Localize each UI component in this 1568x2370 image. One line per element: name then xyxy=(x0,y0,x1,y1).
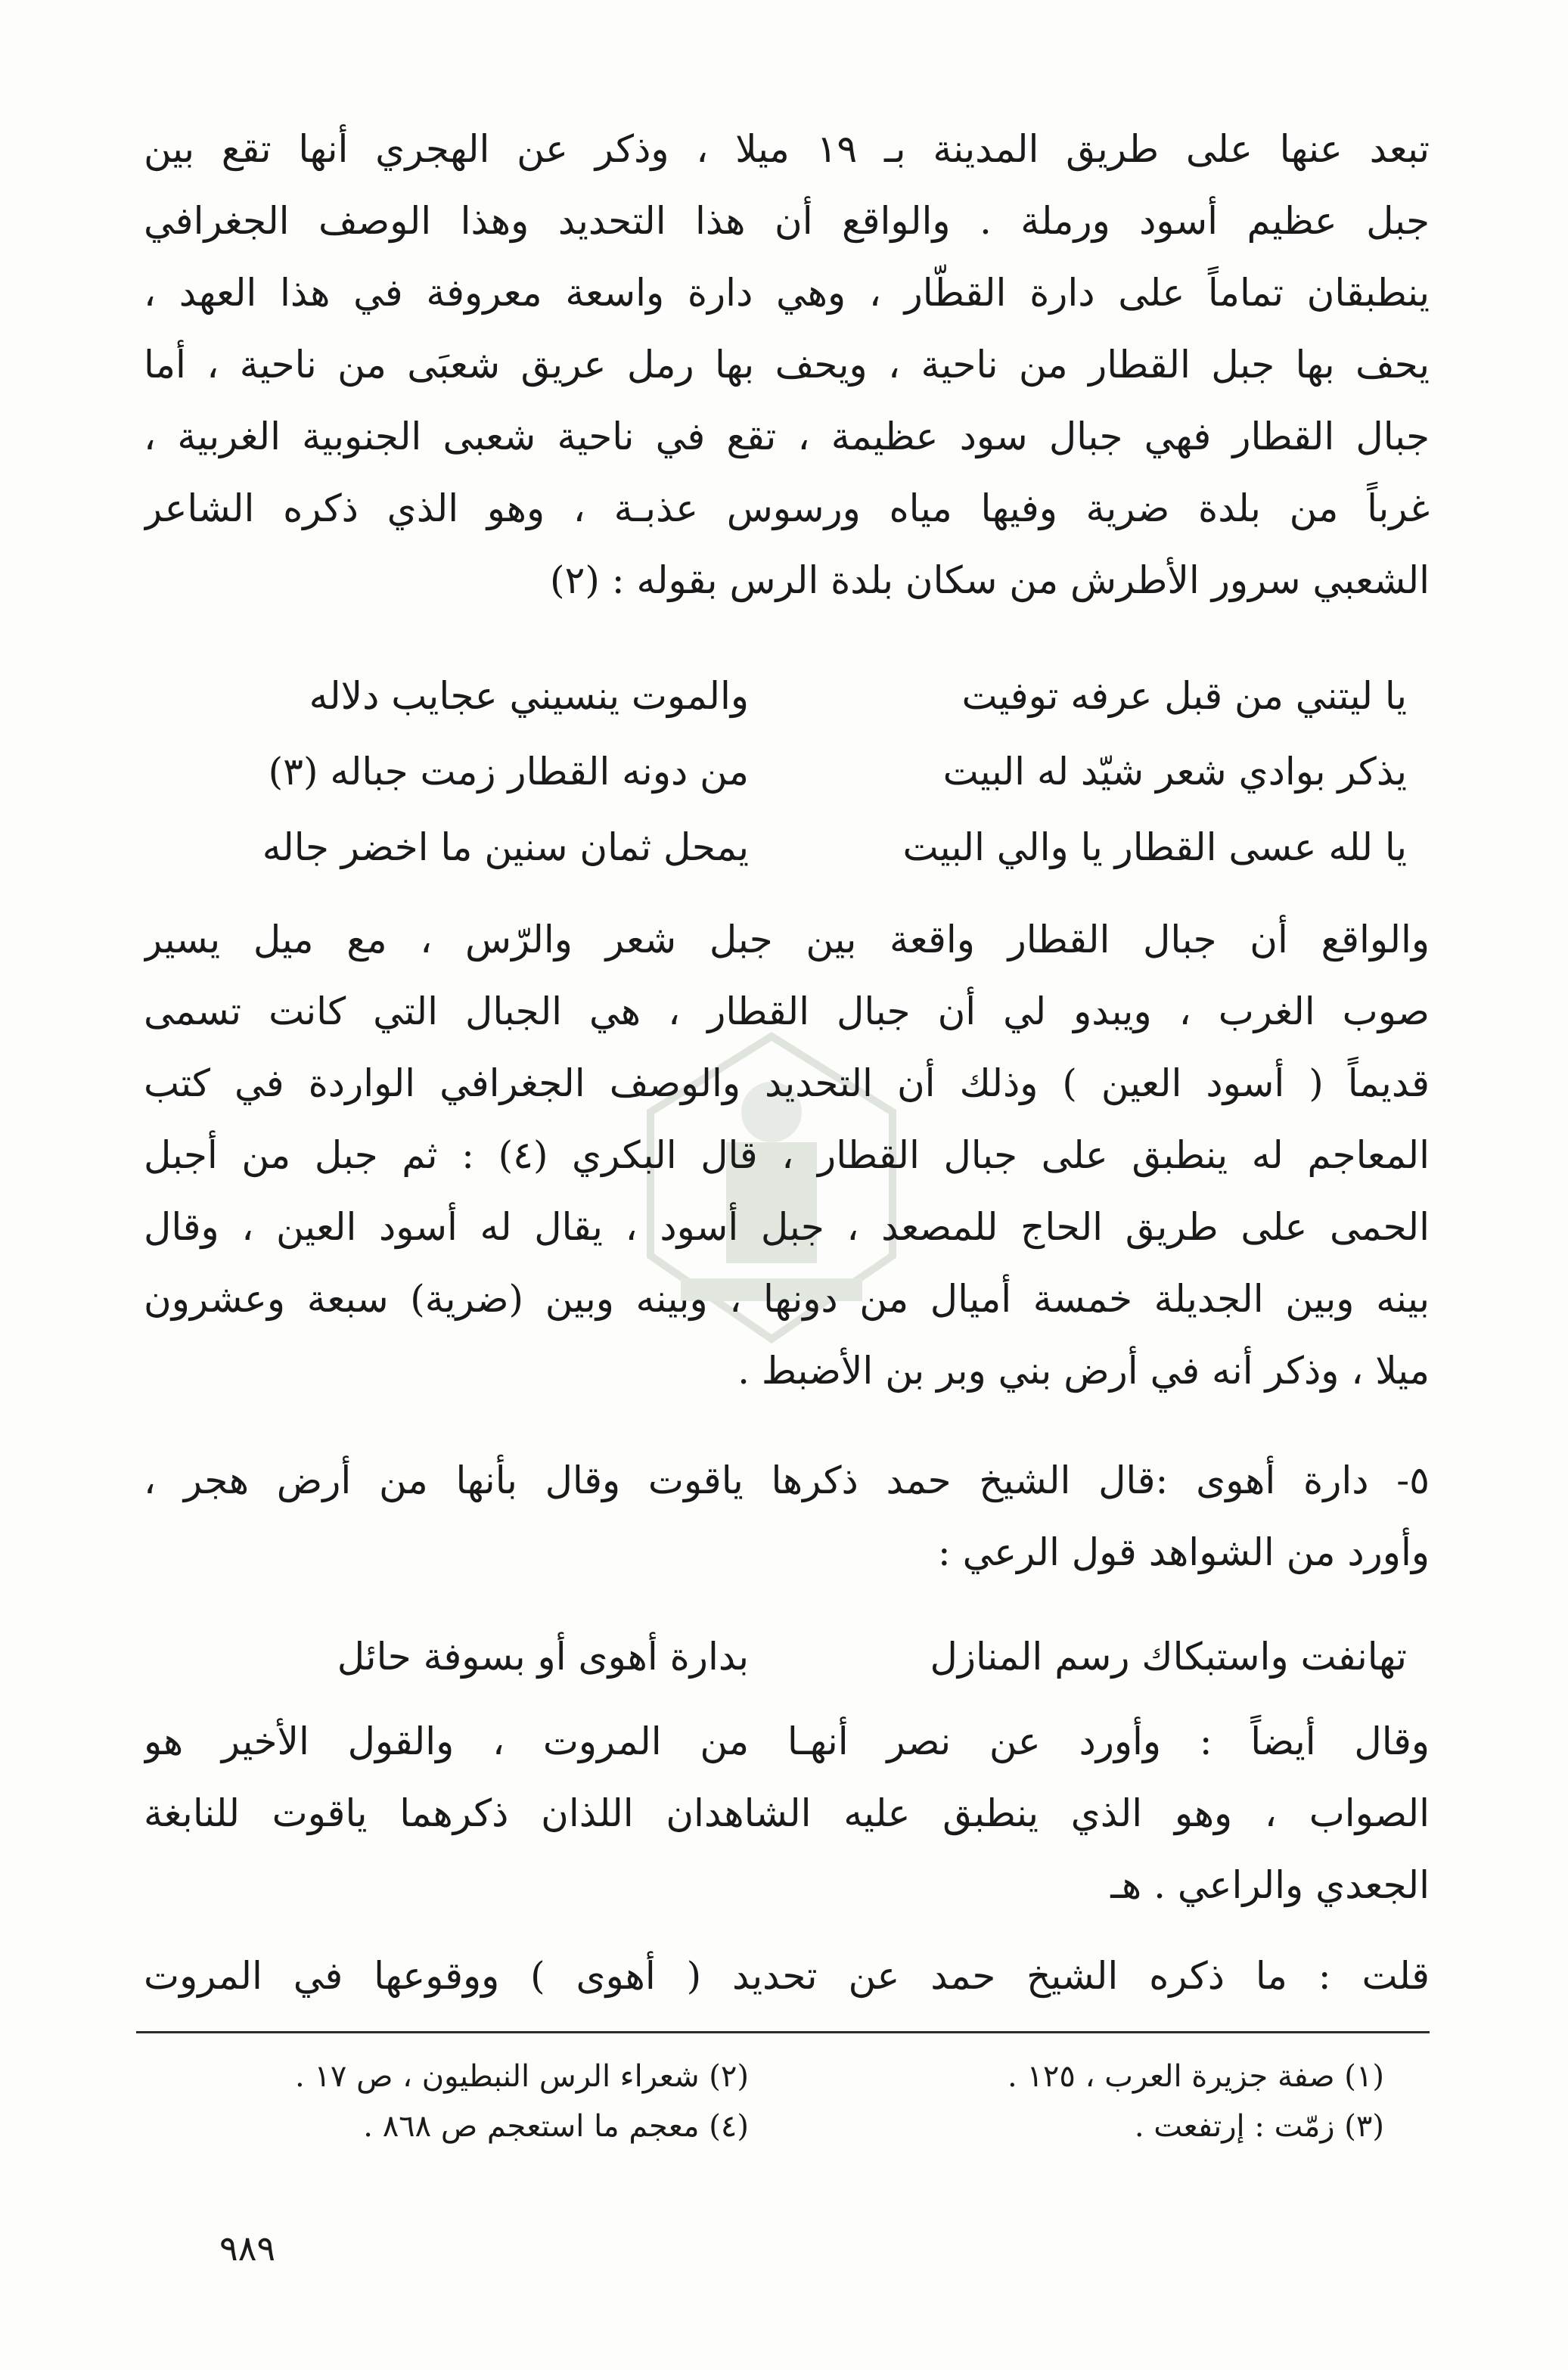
text-line: ٥- دارة أهوى :قال الشيخ حمد ذكرها ياقوت وقال بأنها من أرض هجر ، xyxy=(144,1458,1430,1502)
footnote-row xyxy=(189,2052,1384,2101)
paragraph-3 xyxy=(144,1445,1430,1589)
text-line: ينطبقان تماماً على دارة القطّار ، وهي دارة واسعة معروفة في هذا العهد ، xyxy=(144,271,1430,315)
paragraph-4 xyxy=(144,1706,1430,1921)
text-line: قلت : ما ذكره الشيخ حمد عن تحديد ( أهوى ) ووقوعها في المروت xyxy=(144,1954,1430,1998)
text-line: يحف بها جبل القطار من ناحية ، ويحف بها رمل عريق شعبَى من ناحية ، أما xyxy=(144,343,1430,387)
poem-block-2 xyxy=(174,1619,1407,1694)
text-line: الجعدي والراعي . هـ xyxy=(1110,1863,1430,1907)
footnote-2: (٢) شعراء الرس النبطيون ، ص ١٧ . xyxy=(294,2059,749,2094)
text-line: جبال القطار فهي جبال سود عظيمة ، تقع في ناحية شعبى الجنوبية الغربية ، xyxy=(144,415,1430,458)
footnote-divider xyxy=(136,2031,1430,2033)
text-line: وقال أيضاً : وأورد عن نصر أنهـا من المروت ، والقول الأخير هو xyxy=(144,1719,1430,1763)
footnote-3: (٣) زمّت : إرتفعت . xyxy=(1134,2109,1384,2144)
text-line: والواقع أن جبال القطار واقعة بين جبل شعر والرّس ، مع ميل يسير xyxy=(144,918,1430,961)
text-line: غرباً من بلدة ضرية وفيها مياه ورسوس عذبـة ، وهو الذي ذكره الشاعر xyxy=(144,486,1430,530)
text-line: بينه وبين الجديلة خمسة أميال من دونها ، وبينه وبين (ضرية) سبعة وعشرون xyxy=(144,1277,1430,1321)
footnote-4: (٤) معجم ما استعجم ص ٨٦٨ . xyxy=(363,2109,749,2144)
verse-second-hemistich: يمحل ثمان سنين ما اخضر جاله xyxy=(262,825,749,869)
text-line: المعاجم له ينطبق على جبال القطار ، قال البكري (٤) : ثم جبل من أجبل xyxy=(144,1133,1430,1177)
verse-first-hemistich: تهانفت واستبكاك رسم المنازل xyxy=(930,1635,1407,1679)
paragraph-1 xyxy=(144,113,1430,617)
verse-first-hemistich: يذكر بوادي شعر شيّد له البيت xyxy=(942,750,1407,794)
text-line: ميلا ، وذكر أنه في أرض بني وبر بن الأضبط . xyxy=(737,1349,1430,1393)
text-line: صوب الغرب ، ويبدو لي أن جبال القطار ، هي الجبال التي كانت تسمى xyxy=(144,989,1430,1033)
footnote-1: (١) صفة جزيرة العرب ، ١٢٥ . xyxy=(1008,2059,1384,2094)
footnote-row xyxy=(189,2101,1384,2151)
text-line: وأورد من الشواهد قول الرعي : xyxy=(937,1530,1430,1574)
text-line: الصواب ، وهو الذي ينطبق عليه الشاهدان اللذان ذكرهما ياقوت للنابغة xyxy=(144,1791,1430,1835)
verse-first-hemistich: يا ليتني من قبل عرفه توفيت xyxy=(961,674,1407,718)
text-line: الحمى على طريق الحاج للمصعد ، جبل أسود ، يقال له أسود العين ، وقال xyxy=(144,1205,1430,1249)
poem-verse xyxy=(174,1619,1407,1694)
verse-second-hemistich: بدارة أهوى أو بسوفة حائل xyxy=(337,1635,749,1679)
poem-verse xyxy=(174,658,1407,734)
text-line: الشعبي سرور الأطرش من سكان بلدة الرس بقوله : (٢) xyxy=(549,558,1430,602)
verse-first-hemistich: يا لله عسى القطار يا والي البيت xyxy=(902,825,1407,869)
text-line: جبل عظيم أسود ورملة . والواقع أن هذا التحديد وهذا الوصف الجغرافي xyxy=(144,199,1430,243)
text-line: قديماً ( أسود العين ) وذلك أن التحديد والوصف الجغرافي الواردة في كتب xyxy=(144,1061,1430,1105)
text-line: تبعد عنها على طريق المدينة بـ ١٩ ميلا ، وذكر عن الهجري أنها تقع بين xyxy=(144,127,1430,171)
poem-block xyxy=(174,658,1407,885)
poem-verse xyxy=(174,734,1407,809)
poem-verse xyxy=(174,809,1407,885)
footnotes xyxy=(189,2052,1384,2151)
paragraph-2 xyxy=(144,904,1430,1407)
page-number: ٩٨٩ xyxy=(219,2228,276,2269)
paragraph-5 xyxy=(144,1940,1430,2012)
verse-second-hemistich: من دونه القطار زمت جباله (٣) xyxy=(268,750,749,794)
verse-second-hemistich: والموت ينسيني عجايب دلاله xyxy=(309,674,749,718)
